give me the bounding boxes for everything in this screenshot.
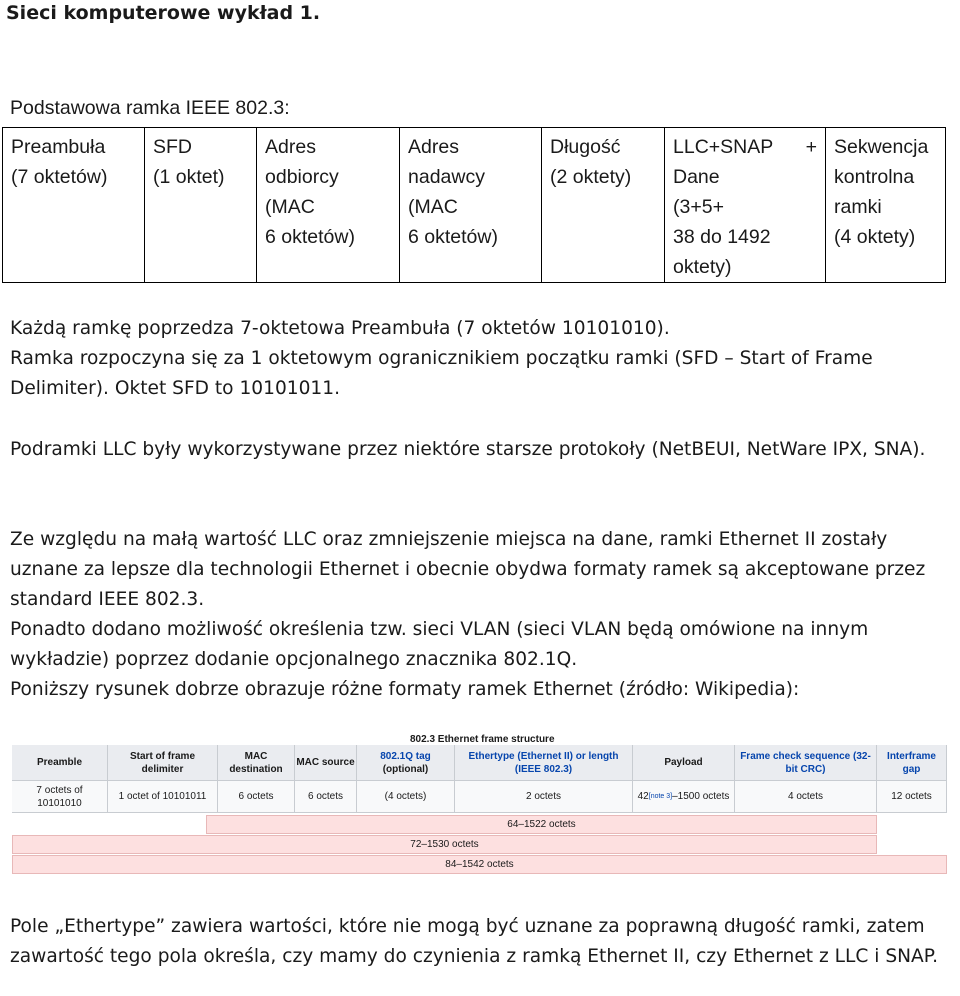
cell-llc-data (665, 128, 826, 283)
fig-value-sfd: 1 octet of 10101011 (108, 781, 218, 813)
paragraph: Każdą ramkę poprzedza 7-oktetowa Preambuła (7 oktetów 10101010). (10, 318, 670, 339)
figure-title: 802.3 Ethernet frame structure (410, 734, 555, 745)
cell-fcs: Sekwencja kontrolna ramki (4 oktety) (826, 128, 946, 283)
cell-preamble: Preambuła (7 oktetów) (3, 128, 145, 283)
fig-value-payload (633, 781, 735, 813)
plus-sign: + (805, 136, 817, 158)
table-caption: Podstawowa ramka IEEE 802.3: (10, 97, 290, 119)
fig-header-mac-source: MAC source (295, 745, 357, 781)
fig-header-8021q-tag-link[interactable]: 802.1Q tag (380, 750, 431, 762)
fig-span-packet: 72–1530 octets (12, 835, 877, 854)
fig-header-ieee-link[interactable]: (IEEE 802.3) (514, 763, 573, 775)
page-title: Sieci komputerowe wykład 1. (6, 2, 321, 24)
fig-value-payload-max: –1500 octets (672, 791, 730, 802)
fig-value-preamble-a: 7 octets of (36, 784, 83, 796)
fig-value-preamble-b: 10101010 (37, 797, 82, 809)
paragraph-block-2 (10, 435, 956, 465)
ethernet-frame-figure (12, 745, 947, 875)
fig-value-8021q-tag: (4 octets) (357, 781, 455, 813)
fig-header-interframe-gap[interactable]: Interframe gap (877, 745, 947, 781)
fig-header-mac-destination: MAC destination (218, 745, 295, 781)
fig-value-ethertype: 2 octets (455, 781, 633, 813)
paragraph: Ponadto dodano możliwość określenia tzw. sieci VLAN (sieci VLAN będą omówione na innym wykładzie) poprzez dodanie opcjonalnego znacznika 802.1Q. (10, 619, 869, 670)
fig-payload-note-link[interactable]: [note 3] (648, 793, 673, 800)
fig-header-ethertype (455, 745, 633, 781)
cell-dest-address: Adres odbiorcy (MAC 6 oktetów) (257, 128, 400, 283)
fig-value-preamble (12, 781, 108, 813)
frame-structure-table (2, 127, 946, 283)
fig-value-payload-min: 42 (637, 791, 649, 802)
fig-span-frame: 64–1522 octets (206, 815, 877, 834)
fig-header-sfd: Start of frame delimiter (108, 745, 218, 781)
fig-header-8021q-tag-optional: (optional) (382, 763, 429, 775)
fig-value-interframe-gap: 12 octets (877, 781, 947, 813)
paragraph-block-3 (10, 525, 956, 705)
fig-header-fcs[interactable]: Frame check sequence (32-bit CRC) (735, 745, 877, 781)
fig-value-mac-destination: 6 octets (218, 781, 295, 813)
fig-header-preamble: Preamble (12, 745, 108, 781)
paragraph: Podramki LLC były wykorzystywane przez niektóre starsze protokoły (NetBEUI, NetWare IPX, SNA). (10, 439, 926, 460)
table-row (3, 128, 946, 283)
fig-value-mac-source: 6 octets (295, 781, 357, 813)
fig-header-8021q-tag (357, 745, 455, 781)
paragraph: Poniższy rysunek dobrze obrazuje różne formaty ramek Ethernet (źródło: Wikipedia): (10, 679, 800, 700)
paragraph-block-4 (10, 912, 956, 972)
llc-data-text: LLC+SNAP Dane (3+5+ 38 do 1492 oktety) (673, 136, 774, 278)
paragraph: Ramka rozpoczyna się za 1 oktetowym ogranicznikiem początku ramki (SFD – Start of Frame Delimiter). Oktet SFD to 10101011. (10, 348, 873, 399)
fig-value-fcs: 4 octets (735, 781, 877, 813)
cell-length: Długość (2 oktety) (542, 128, 665, 283)
cell-sfd: SFD (1 oktet) (145, 128, 257, 283)
cell-src-address: Adres nadawcy (MAC 6 oktetów) (400, 128, 542, 283)
paragraph-block-1 (10, 314, 956, 404)
fig-header-ethertype-link[interactable]: Ethertype (Ethernet II) or length (468, 750, 619, 762)
paragraph: Pole „Ethertype” zawiera wartości, które nie mogą być uznane za poprawną długość ramki, zatem zawartość tego pola określa, czy mamy do czynienia z ramką Ethernet II, czy Ethernet z LLC i SNAP. (10, 916, 938, 967)
paragraph: Ze względu na małą wartość LLC oraz zmniejszenie miejsca na dane, ramki Ethernet II zostały uznane za lepsze dla technologii Ethernet i obecnie obydwa formaty ramek są akceptowane przez standard IEEE 802.3. (10, 529, 926, 610)
fig-header-payload: Payload (633, 745, 735, 781)
fig-span-total: 84–1542 octets (12, 855, 947, 874)
